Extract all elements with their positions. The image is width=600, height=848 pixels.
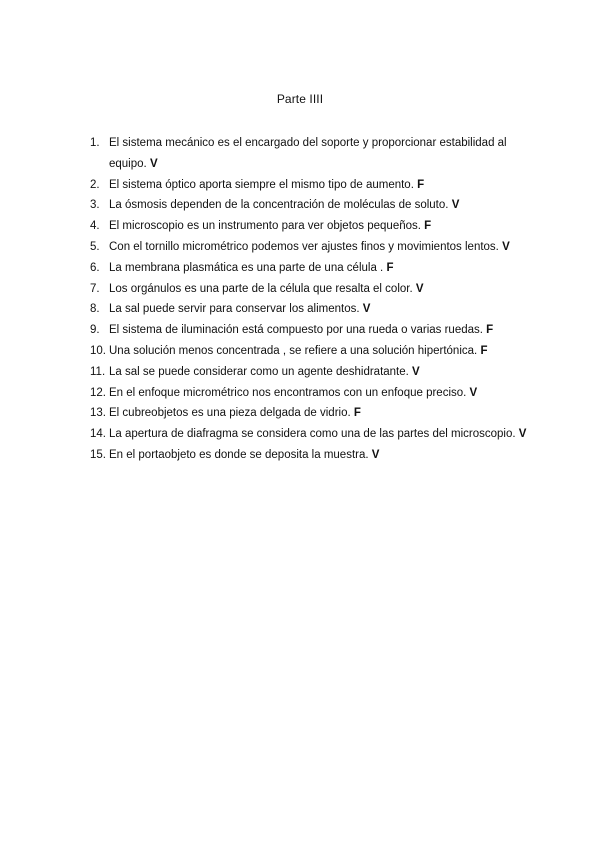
item-text-block <box>109 383 540 404</box>
item-number: 3. <box>90 199 100 212</box>
item-number: 4. <box>90 220 100 233</box>
list-item <box>90 216 540 237</box>
item-text-block <box>109 175 540 196</box>
item-number: 11. <box>90 365 106 378</box>
item-number: 15. <box>90 448 106 461</box>
item-text-block <box>109 237 540 258</box>
item-answer: F <box>353 407 361 420</box>
item-text-block <box>109 133 540 175</box>
item-answer: V <box>412 365 420 378</box>
list-item <box>90 175 540 196</box>
item-text: La membrana plasmática es una parte de una célula . <box>109 261 384 274</box>
item-number: 9. <box>90 324 100 337</box>
item-answer: V <box>469 386 478 399</box>
item-answer: V <box>451 199 460 212</box>
item-answer: V <box>415 282 424 295</box>
item-text: El sistema de iluminación está compuesto por una rueda o varias ruedas. <box>109 324 483 337</box>
list-item <box>90 403 540 424</box>
item-text-block <box>109 320 540 341</box>
item-text-block <box>109 279 540 300</box>
item-answer: V <box>362 303 371 316</box>
item-text: Con el tornillo micrométrico podemos ver ajustes finos y movimientos lentos. <box>109 240 499 253</box>
item-text: En el enfoque micrométrico nos encontramos con un enfoque preciso. <box>109 386 467 399</box>
item-text: En el portaobjeto es donde se deposita la muestra. <box>109 448 369 461</box>
item-text-block <box>109 299 540 320</box>
item-text: Una solución menos concentrada , se refiere a una solución hipertónica. <box>109 344 478 357</box>
item-text: La apertura de diafragma se considera como una de las partes del microscopio. <box>109 428 516 441</box>
item-answer: F <box>386 261 394 274</box>
item-text: El sistema mecánico es el encargado del soporte y proporcionar estabilidad al equipo. <box>109 137 507 170</box>
list-item <box>90 133 540 175</box>
item-answer: F <box>424 220 432 233</box>
list-item <box>90 258 540 279</box>
item-answer: V <box>518 428 527 441</box>
item-number: 8. <box>90 303 100 316</box>
item-text-block <box>109 216 540 237</box>
item-answer: V <box>502 240 510 253</box>
item-text: La sal se puede considerar como un agente deshidratante. <box>109 365 409 378</box>
item-number: 6. <box>90 261 100 274</box>
item-text: La sal puede servir para conservar los alimentos. <box>109 303 360 316</box>
item-text: El cubreobjetos es una pieza delgada de vidrio. <box>109 407 351 420</box>
list-item <box>90 362 540 383</box>
list-item <box>90 341 540 362</box>
item-answer: F <box>480 344 488 357</box>
item-text-block <box>109 258 540 279</box>
item-text-block <box>109 403 540 424</box>
item-number: 5. <box>90 240 100 253</box>
list-item <box>90 445 540 466</box>
list-item <box>90 237 540 258</box>
item-number: 12. <box>90 386 106 399</box>
list-item <box>90 299 540 320</box>
item-answer: V <box>149 157 158 170</box>
item-text-block <box>109 424 540 445</box>
item-text: Los orgánulos es una parte de la célula que resalta el color. <box>109 282 413 295</box>
item-text: El microscopio es un instrumento para ver objetos pequeños. <box>109 220 421 233</box>
item-answer: F <box>417 178 425 191</box>
item-text-block <box>109 362 540 383</box>
list-item <box>90 424 540 445</box>
item-text-block <box>109 195 540 216</box>
list-item <box>90 195 540 216</box>
item-number: 1. <box>90 137 100 149</box>
item-number: 2. <box>90 178 100 191</box>
list-item <box>90 279 540 300</box>
item-number: 13. <box>90 407 106 420</box>
item-text-block <box>109 341 540 362</box>
item-number: 7. <box>90 282 100 295</box>
list-item <box>90 320 540 341</box>
item-answer: V <box>371 448 380 461</box>
item-answer: F <box>486 324 494 337</box>
question-list <box>90 133 540 466</box>
item-number: 14. <box>90 428 106 441</box>
item-text-block <box>109 445 540 466</box>
page-title: Parte IIII <box>276 92 324 106</box>
item-text: La ósmosis dependen de la concentración de moléculas de soluto. <box>109 199 449 212</box>
item-text: El sistema óptico aporta siempre el mismo tipo de aumento. <box>109 178 414 191</box>
list-item <box>90 383 540 404</box>
item-number: 10. <box>90 344 106 357</box>
